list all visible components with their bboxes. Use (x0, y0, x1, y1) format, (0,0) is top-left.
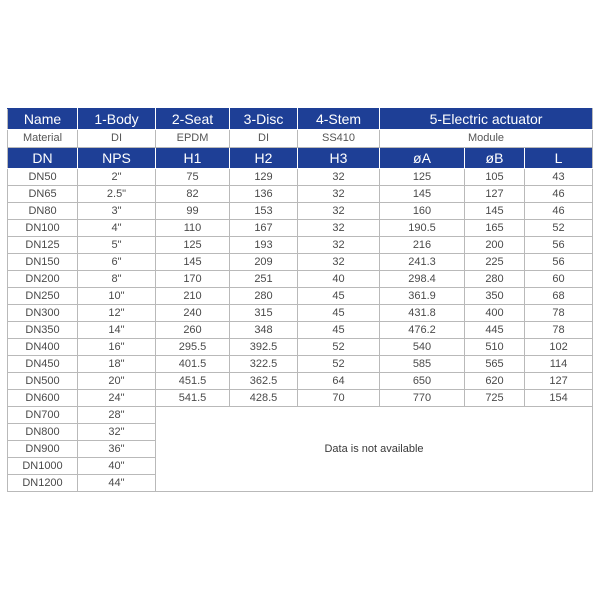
table-cell: 725 (465, 390, 525, 407)
table-cell: DN1200 (8, 475, 78, 492)
table-cell: 60 (525, 271, 593, 288)
table-cell: 52 (525, 220, 593, 237)
material-disc: DI (230, 130, 298, 148)
table-cell: 56 (525, 254, 593, 271)
table-cell: 190.5 (380, 220, 465, 237)
table-cell: 64 (298, 373, 380, 390)
table-cell: 428.5 (230, 390, 298, 407)
table-row (8, 203, 593, 220)
table-cell: 68 (525, 288, 593, 305)
col-header-a: øA (380, 148, 465, 169)
table-cell: DN600 (8, 390, 78, 407)
table-cell: 24" (78, 390, 156, 407)
table-cell: DN125 (8, 237, 78, 254)
table-cell: 56 (525, 237, 593, 254)
table-cell: 295.5 (156, 339, 230, 356)
table-cell: 32 (298, 186, 380, 203)
header-seat: 2-Seat (156, 109, 230, 130)
table-cell: DN1000 (8, 458, 78, 475)
table-cell: 770 (380, 390, 465, 407)
header-name: Name (8, 109, 78, 130)
table-row (8, 373, 593, 390)
table-row (8, 390, 593, 407)
table-cell: 18" (78, 356, 156, 373)
table-cell: 160 (380, 203, 465, 220)
table-cell: 125 (380, 169, 465, 186)
table-cell: DN400 (8, 339, 78, 356)
table-cell: 251 (230, 271, 298, 288)
table-cell: DN350 (8, 322, 78, 339)
header-row-parts (8, 109, 593, 130)
table-cell: 240 (156, 305, 230, 322)
col-header-h2: H2 (230, 148, 298, 169)
header-disc: 3-Disc (230, 109, 298, 130)
table-cell: DN100 (8, 220, 78, 237)
header-stem: 4-Stem (298, 109, 380, 130)
table-cell: 650 (380, 373, 465, 390)
table-cell: DN150 (8, 254, 78, 271)
table-cell: DN250 (8, 288, 78, 305)
table-cell: 12" (78, 305, 156, 322)
table-cell: 200 (465, 237, 525, 254)
table-cell: 32 (298, 203, 380, 220)
col-header-b: øB (465, 148, 525, 169)
table-cell: 136 (230, 186, 298, 203)
table-cell: 510 (465, 339, 525, 356)
material-stem: SS410 (298, 130, 380, 148)
table-cell: 153 (230, 203, 298, 220)
table-cell: 105 (465, 169, 525, 186)
table-cell: 165 (465, 220, 525, 237)
table-cell: 6" (78, 254, 156, 271)
table-cell: 114 (525, 356, 593, 373)
table-cell: 154 (525, 390, 593, 407)
table-cell: 401.5 (156, 356, 230, 373)
table-row (8, 237, 593, 254)
table-cell: 260 (156, 322, 230, 339)
table-cell: 361.9 (380, 288, 465, 305)
table-cell: 16" (78, 339, 156, 356)
table-row (8, 407, 593, 424)
table-cell: 400 (465, 305, 525, 322)
table-cell: 110 (156, 220, 230, 237)
table-cell: DN300 (8, 305, 78, 322)
table-cell: 315 (230, 305, 298, 322)
table-cell: 209 (230, 254, 298, 271)
table-cell: 322.5 (230, 356, 298, 373)
table-cell: 350 (465, 288, 525, 305)
table-row (8, 220, 593, 237)
table-cell: 127 (525, 373, 593, 390)
table-cell: 52 (298, 356, 380, 373)
col-header-dn: DN (8, 148, 78, 169)
table-cell: 280 (230, 288, 298, 305)
table-cell: 2.5" (78, 186, 156, 203)
material-actuator: Module (380, 130, 593, 148)
table-cell: 10" (78, 288, 156, 305)
table-cell: 348 (230, 322, 298, 339)
table-cell: 20" (78, 373, 156, 390)
table-cell: 32 (298, 254, 380, 271)
table-cell: 476.2 (380, 322, 465, 339)
table-row (8, 169, 593, 186)
table-cell: 99 (156, 203, 230, 220)
table-cell: 5" (78, 237, 156, 254)
table-cell: 210 (156, 288, 230, 305)
table-cell: 127 (465, 186, 525, 203)
table-cell: 167 (230, 220, 298, 237)
table-cell: 225 (465, 254, 525, 271)
table-cell: 43 (525, 169, 593, 186)
table-cell: DN450 (8, 356, 78, 373)
table-cell: DN900 (8, 441, 78, 458)
table-cell: 362.5 (230, 373, 298, 390)
table-cell: 32 (298, 237, 380, 254)
table-cell: 216 (380, 237, 465, 254)
material-body: DI (78, 130, 156, 148)
table-cell: 45 (298, 305, 380, 322)
table-cell: 620 (465, 373, 525, 390)
header-electric-actuator: 5-Electric actuator (380, 109, 593, 130)
table-cell: 8" (78, 271, 156, 288)
table-cell: 78 (525, 305, 593, 322)
table-cell: 129 (230, 169, 298, 186)
table-cell: 78 (525, 322, 593, 339)
table-cell: DN800 (8, 424, 78, 441)
table-row (8, 339, 593, 356)
col-header-l: L (525, 148, 593, 169)
table-cell: 540 (380, 339, 465, 356)
table-cell: DN500 (8, 373, 78, 390)
col-header-h1: H1 (156, 148, 230, 169)
table-row (8, 271, 593, 288)
table-cell: 32 (298, 169, 380, 186)
data-not-available-note: Data is not available (156, 407, 593, 492)
header-body: 1-Body (78, 109, 156, 130)
table-cell: 170 (156, 271, 230, 288)
table-cell: 32" (78, 424, 156, 441)
table-cell: DN80 (8, 203, 78, 220)
header-row-dimensions (8, 148, 593, 169)
table-cell: 241.3 (380, 254, 465, 271)
col-header-nps: NPS (78, 148, 156, 169)
table-cell: 585 (380, 356, 465, 373)
table-cell: 46 (525, 203, 593, 220)
col-header-h3: H3 (298, 148, 380, 169)
table-cell: 102 (525, 339, 593, 356)
table-cell: 45 (298, 322, 380, 339)
table-cell: 145 (465, 203, 525, 220)
table-row (8, 322, 593, 339)
table-cell: 3" (78, 203, 156, 220)
table-cell: 565 (465, 356, 525, 373)
table-cell: 445 (465, 322, 525, 339)
table-row (8, 254, 593, 271)
table-cell: 52 (298, 339, 380, 356)
table-cell: 280 (465, 271, 525, 288)
table-cell: 70 (298, 390, 380, 407)
table-cell: DN65 (8, 186, 78, 203)
table-cell: 40 (298, 271, 380, 288)
table-cell: 431.8 (380, 305, 465, 322)
table-cell: 75 (156, 169, 230, 186)
table-row (8, 186, 593, 203)
table-row (8, 356, 593, 373)
table-cell: DN50 (8, 169, 78, 186)
table-cell: 4" (78, 220, 156, 237)
table-row (8, 305, 593, 322)
table-cell: 298.4 (380, 271, 465, 288)
table-row (8, 288, 593, 305)
dimension-table (7, 108, 593, 492)
table-cell: 145 (156, 254, 230, 271)
table-cell: 193 (230, 237, 298, 254)
table-cell: 145 (380, 186, 465, 203)
table-cell: 36" (78, 441, 156, 458)
table-cell: DN200 (8, 271, 78, 288)
table-cell: 46 (525, 186, 593, 203)
material-row (8, 130, 593, 148)
table-cell: 125 (156, 237, 230, 254)
table-cell: 392.5 (230, 339, 298, 356)
material-label: Material (8, 130, 78, 148)
table-cell: 40" (78, 458, 156, 475)
table-cell: 45 (298, 288, 380, 305)
table-cell: 541.5 (156, 390, 230, 407)
table-cell: 451.5 (156, 373, 230, 390)
table-cell: 28" (78, 407, 156, 424)
table-cell: 82 (156, 186, 230, 203)
table-cell: 32 (298, 220, 380, 237)
table-cell: 14" (78, 322, 156, 339)
table-cell: 44" (78, 475, 156, 492)
material-seat: EPDM (156, 130, 230, 148)
table-cell: 2" (78, 169, 156, 186)
table-cell: DN700 (8, 407, 78, 424)
